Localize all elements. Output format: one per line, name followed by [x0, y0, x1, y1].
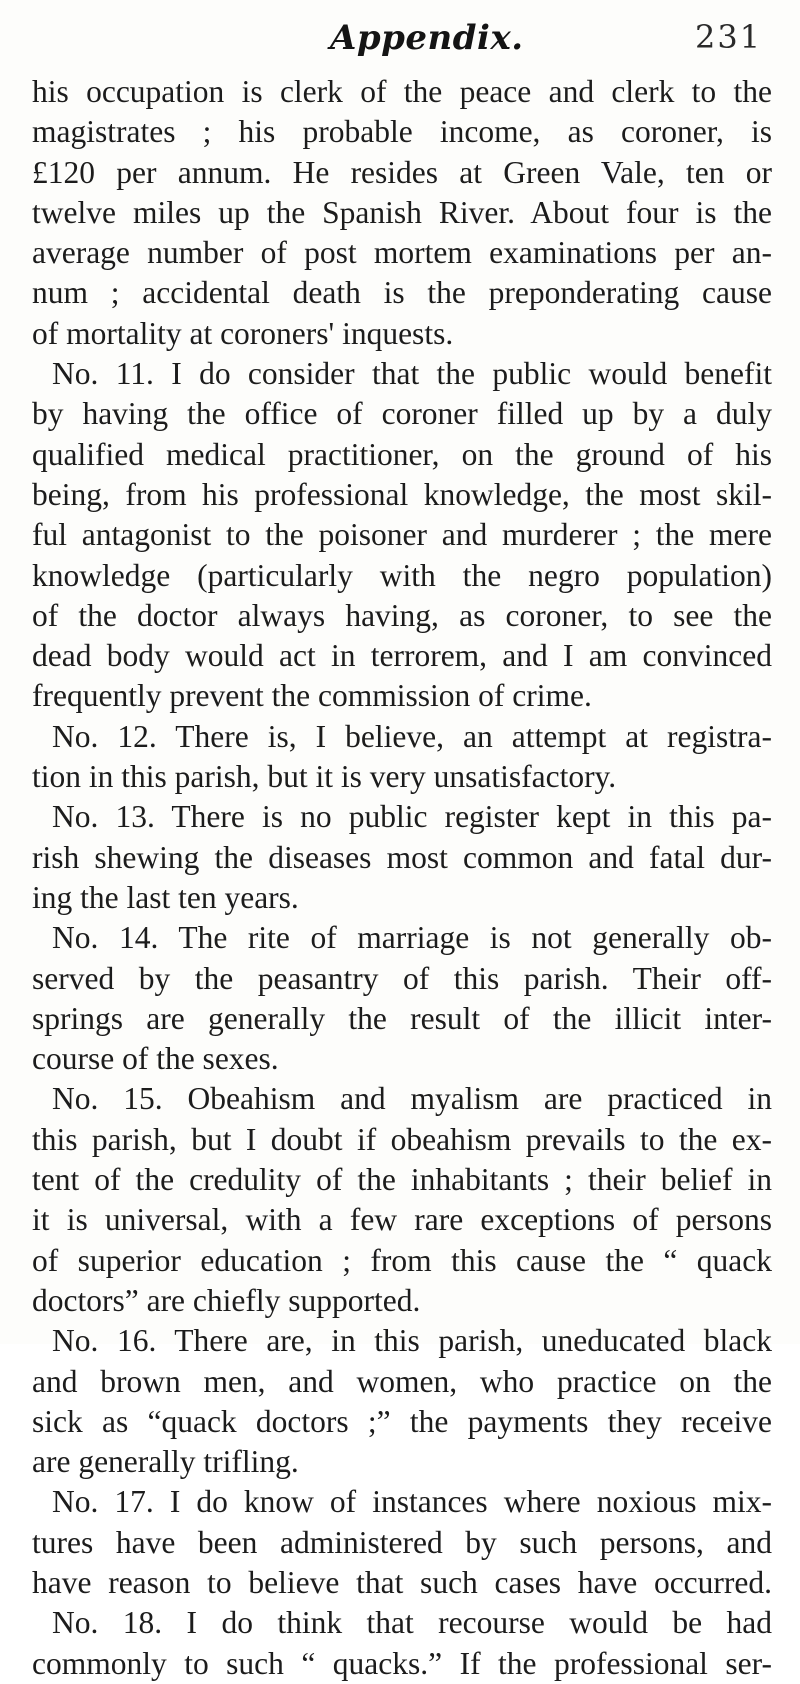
text-line: tion in this parish, but it is very unsatisfactory. [32, 759, 617, 795]
text-line: his occupation is clerk of the peace and clerk to the [32, 74, 772, 109]
text-line: magistrates ; his probable income, as coroner, is [32, 114, 772, 150]
running-title: Appendix. [330, 18, 524, 58]
text-line: of mortality at coroners' inquests. [32, 315, 454, 351]
text-line: No. 15. Obeahism and myalism are practiced in [52, 1081, 772, 1117]
text-line: have reason to believe that such cases have occurred. [32, 1564, 772, 1600]
text-line: twelve miles up the Spanish River. About four is the [32, 194, 772, 230]
text-line: rish shewing the diseases most common and fatal dur- [32, 839, 772, 875]
text-line: and brown men, and women, who practice on the [32, 1363, 772, 1399]
text-line: sick as “quack doctors ;” the payments they receive [32, 1403, 772, 1439]
text-line: of superior education ; from this cause the “ quack [32, 1242, 772, 1278]
page-header [0, 10, 800, 80]
text-line: No. 17. I do know of instances where noxious mix- [52, 1484, 772, 1520]
text-line: are generally trifling. [32, 1444, 299, 1480]
text-line: average number of post mortem examinations per an- [32, 235, 772, 271]
text-line: being, from his professional knowledge, the most skil- [32, 476, 772, 512]
text-line: frequently prevent the commission of crime. [32, 678, 592, 714]
text-line: No. 16. There are, in this parish, uneducated black [52, 1323, 772, 1359]
text-line: £120 per annum. He resides at Green Vale, ten or [32, 154, 772, 190]
text-line: No. 14. The rite of marriage is not generally ob- [52, 920, 772, 956]
text-line: springs are generally the result of the illicit inter- [32, 1000, 772, 1036]
page-number: 231 [695, 18, 763, 56]
text-line: doctors” are chiefly supported. [32, 1282, 421, 1318]
text-line: No. 13. There is no public register kept in this pa- [52, 799, 772, 835]
text-line: commonly to such “ quacks.” If the professional ser- [32, 1645, 772, 1681]
text-line: dead body would act in terrorem, and I am convinced [32, 638, 772, 674]
text-line: knowledge (particularly with the negro population) [32, 557, 772, 593]
text-line: by having the office of coroner filled up by a duly [32, 396, 772, 432]
text-line: tent of the credulity of the inhabitants ; their belief in [32, 1162, 772, 1198]
text-line: ing the last ten years. [32, 879, 299, 915]
text-line: qualified medical practitioner, on the ground of his [32, 436, 772, 472]
text-line: ful antagonist to the poisoner and murderer ; the mere [32, 517, 772, 553]
text-line: it is universal, with a few rare exceptions of persons [32, 1202, 772, 1238]
text-line: served by the peasantry of this parish. Their off- [32, 960, 772, 996]
text-line: No. 12. There is, I believe, an attempt at registra- [52, 718, 772, 754]
text-line: this parish, but I doubt if obeahism prevails to the ex- [32, 1121, 772, 1157]
text-line: course of the sexes. [32, 1041, 279, 1077]
text-line: tures have been administered by such persons, and [32, 1524, 772, 1560]
body-text [32, 72, 772, 1684]
text-line: No. 18. I do think that recourse would be had [52, 1605, 772, 1641]
text-line: num ; accidental death is the preponderating cause [32, 275, 772, 311]
text-line: of the doctor always having, as coroner, to see the [32, 597, 772, 633]
text-line: No. 11. I do consider that the public would benefit [52, 356, 772, 392]
